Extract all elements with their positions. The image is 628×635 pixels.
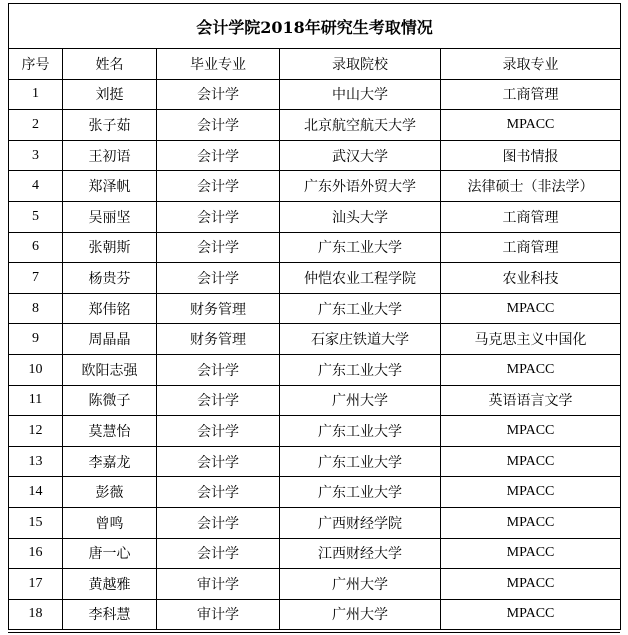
cell-major: 会计学: [157, 354, 280, 385]
table-row: [9, 232, 621, 263]
table-row: [9, 446, 621, 477]
table-row: [9, 79, 621, 110]
cell-admitted-major: MPACC: [441, 446, 621, 477]
cell-index: 9: [9, 324, 63, 355]
cell-school: 石家庄铁道大学: [280, 324, 441, 355]
cell-major: 会计学: [157, 538, 280, 569]
cell-name: 欧阳志强: [63, 354, 157, 385]
cell-name: 李嘉龙: [63, 446, 157, 477]
cell-admitted-major: 工商管理: [441, 79, 621, 110]
cell-index: 4: [9, 171, 63, 202]
cell-school: 广东工业大学: [280, 293, 441, 324]
cell-index: 12: [9, 416, 63, 447]
cell-index: 18: [9, 599, 63, 630]
cell-name: 郑伟铭: [63, 293, 157, 324]
cell-name: 彭薇: [63, 477, 157, 508]
cell-name: 唐一心: [63, 538, 157, 569]
cell-school: 广东工业大学: [280, 354, 441, 385]
cell-admitted-major: 工商管理: [441, 232, 621, 263]
table-row: [9, 140, 621, 171]
cell-major: 会计学: [157, 232, 280, 263]
cell-name: 周晶晶: [63, 324, 157, 355]
cell-major: 会计学: [157, 79, 280, 110]
cell-name: 李科慧: [63, 599, 157, 630]
table-title: 会计学院2018年研究生考取情况: [9, 4, 621, 49]
table-row: [9, 354, 621, 385]
cell-admitted-major: MPACC: [441, 416, 621, 447]
cell-index: 3: [9, 140, 63, 171]
cell-name: 郑泽帆: [63, 171, 157, 202]
cell-school: 汕头大学: [280, 201, 441, 232]
cell-major: 审计学: [157, 569, 280, 600]
header-row: [9, 49, 621, 80]
cell-index: 13: [9, 446, 63, 477]
cell-school: 广东外语外贸大学: [280, 171, 441, 202]
table-row: [9, 538, 621, 569]
cell-school: 广东工业大学: [280, 446, 441, 477]
table-row: [9, 201, 621, 232]
cell-admitted-major: MPACC: [441, 538, 621, 569]
cell-major: 会计学: [157, 171, 280, 202]
cell-name: 吴丽坚: [63, 201, 157, 232]
cell-major: 会计学: [157, 110, 280, 141]
table-row: [9, 599, 621, 630]
cell-admitted-major: 工商管理: [441, 201, 621, 232]
cell-admitted-major: 英语语言文学: [441, 385, 621, 416]
cell-school: 江西财经大学: [280, 538, 441, 569]
admissions-table: [8, 3, 621, 630]
cell-school: 广东工业大学: [280, 232, 441, 263]
cell-index: 10: [9, 354, 63, 385]
cell-index: 14: [9, 477, 63, 508]
table-row: [9, 385, 621, 416]
cell-admitted-major: MPACC: [441, 110, 621, 141]
cell-major: 会计学: [157, 416, 280, 447]
cell-school: 武汉大学: [280, 140, 441, 171]
cell-admitted-major: 马克思主义中国化: [441, 324, 621, 355]
table-row: [9, 507, 621, 538]
cell-school: 北京航空航天大学: [280, 110, 441, 141]
cell-major: 会计学: [157, 263, 280, 294]
cell-index: 15: [9, 507, 63, 538]
cell-school: 广西财经学院: [280, 507, 441, 538]
cell-school: 广州大学: [280, 385, 441, 416]
cell-admitted-major: 法律硕士（非法学）: [441, 171, 621, 202]
cell-major: 会计学: [157, 507, 280, 538]
title-row: [9, 4, 621, 49]
cell-name: 王初语: [63, 140, 157, 171]
cell-admitted-major: MPACC: [441, 507, 621, 538]
cell-school: 中山大学: [280, 79, 441, 110]
cell-index: 8: [9, 293, 63, 324]
header-name: 姓名: [63, 49, 157, 80]
cell-school: 仲恺农业工程学院: [280, 263, 441, 294]
cell-name: 张朝斯: [63, 232, 157, 263]
cell-admitted-major: MPACC: [441, 354, 621, 385]
cell-major: 会计学: [157, 140, 280, 171]
cell-index: 16: [9, 538, 63, 569]
header-index: 序号: [9, 49, 63, 80]
cell-index: 2: [9, 110, 63, 141]
cell-admitted-major: MPACC: [441, 477, 621, 508]
cell-major: 财务管理: [157, 293, 280, 324]
cell-school: 广州大学: [280, 569, 441, 600]
cell-major: 会计学: [157, 385, 280, 416]
cell-admitted-major: MPACC: [441, 599, 621, 630]
cell-name: 张子茹: [63, 110, 157, 141]
cell-major: 会计学: [157, 446, 280, 477]
header-major: 毕业专业: [157, 49, 280, 80]
cell-index: 1: [9, 79, 63, 110]
cell-admitted-major: 农业科技: [441, 263, 621, 294]
cell-school: 广东工业大学: [280, 416, 441, 447]
cell-name: 陈微子: [63, 385, 157, 416]
cell-admitted-major: MPACC: [441, 569, 621, 600]
header-school: 录取院校: [280, 49, 441, 80]
cell-admitted-major: MPACC: [441, 293, 621, 324]
table-row: [9, 324, 621, 355]
header-admitted-major: 录取专业: [441, 49, 621, 80]
cell-index: 7: [9, 263, 63, 294]
table-row: [9, 110, 621, 141]
table-row: [9, 416, 621, 447]
table-row: [9, 171, 621, 202]
cell-index: 5: [9, 201, 63, 232]
cell-name: 莫慧怡: [63, 416, 157, 447]
cell-name: 曾鸣: [63, 507, 157, 538]
cell-school: 广州大学: [280, 599, 441, 630]
cell-major: 财务管理: [157, 324, 280, 355]
cell-index: 6: [9, 232, 63, 263]
cell-major: 会计学: [157, 201, 280, 232]
table-row: [9, 569, 621, 600]
table-row: [9, 477, 621, 508]
cell-major: 审计学: [157, 599, 280, 630]
cell-index: 11: [9, 385, 63, 416]
cell-name: 杨贵芬: [63, 263, 157, 294]
table-row: [9, 263, 621, 294]
table-row: [9, 293, 621, 324]
cell-name: 刘挺: [63, 79, 157, 110]
cell-major: 会计学: [157, 477, 280, 508]
cell-name: 黄越雅: [63, 569, 157, 600]
cell-admitted-major: 图书情报: [441, 140, 621, 171]
cell-school: 广东工业大学: [280, 477, 441, 508]
cell-index: 17: [9, 569, 63, 600]
